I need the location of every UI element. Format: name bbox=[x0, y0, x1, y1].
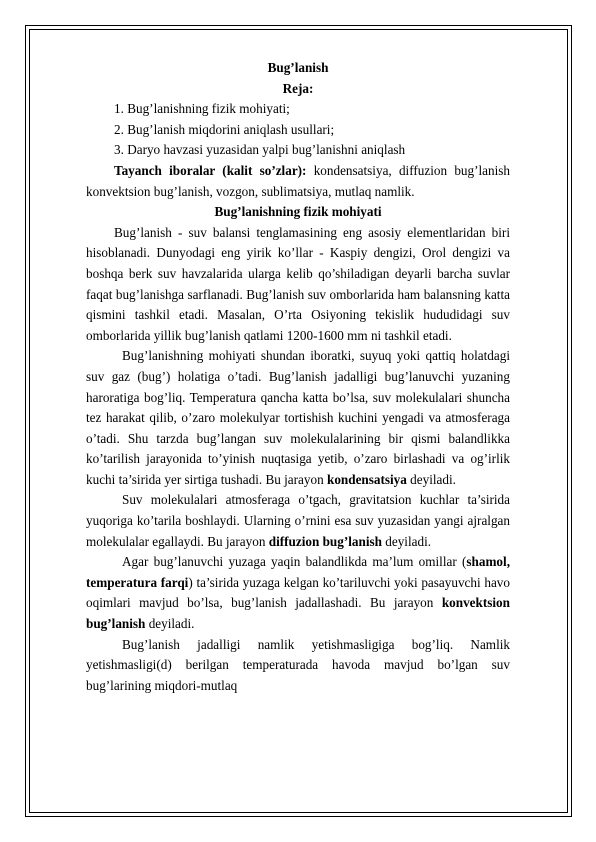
plan-item: 2. Bug’lanish miqdorini aniqlash usullari; bbox=[114, 121, 335, 137]
keywords-label: Tayanch iboralar (kalit so’zlar): bbox=[114, 162, 307, 178]
term-kondensatsiya: kondensatsiya bbox=[326, 471, 407, 487]
paragraph-3: Suv molekulalari atmosferaga o’tgach, gravitatsion kuchlar ta’sirida yuqoriga ko’tarila boshlaydi. Ularning o’rnini esa suv yuzasidan yangi ajralgan molekulalar egallaydi. Bu jarayon diffuzion bug’lanish deyiladi. bbox=[86, 492, 510, 549]
plan-heading: Reja: bbox=[282, 80, 314, 96]
plan-item: 1. Bug’lanishning fizik mohiyati; bbox=[114, 101, 290, 117]
paragraph-4: Agar bug’lanuvchi yuzaga yaqin balandlikda ma’lum omillar (shamol, temperatura farqi) ta’sirida yuzaga kelgan ko’tariluvchi yoki pasayuvchi havo oqimlari mavjud bo’lsa, bug’lanish jadallashadi. Bu jarayon konvektsion bug’lanish deyiladi. bbox=[86, 554, 510, 632]
document-body bbox=[86, 58, 510, 696]
document-title: Bug’lanish bbox=[267, 60, 329, 75]
paragraph-5: Bug’lanish jadalligi namlik yetishmasligiga bog’liq. Namlik yetishmasligi(d) berilgan temperaturada havoda mavjud bo’lgan suv bug’larining miqdori-mutlaq bbox=[86, 636, 510, 693]
keywords-paragraph bbox=[86, 161, 510, 202]
paragraph-2: Bug’lanishning mohiyati shundan iboratki, suyuq yoki qattiq holatdagi suv gaz (bug’) holatiga o’tadi. Bug’lanish jadalligi bug’lanuvchi yuzaning haroratiga bog’liq. Temperatura qancha katta bo’lsa, suv molekulalari shuncha tez harakat qilib, o’zaro molekulyar tortishish kuchini yengadi va atmosferaga o’tadi. Shu tarzda bug’langan suv molekulalarining bir qismi balandlikka ko’tarilish jarayonida to’yinish nuqtasiga yetib, o’zaro birlashadi va og’irlik kuchi ta’sirida yer sirtiga tushadi. Bu jarayon kondensatsiya deyiladi. bbox=[86, 348, 510, 487]
section-heading: Bug’lanishning fizik mohiyati bbox=[214, 204, 382, 220]
plan-item: 3. Daryo havzasi yuzasidan yalpi bug’lanishni aniqlash bbox=[114, 142, 406, 158]
term-diffuzion: diffuzion bug’lanish bbox=[268, 533, 382, 549]
paragraph-1: Bug’lanish - suv balansi tenglamasining eng asosiy elementlaridan biri hisoblanadi. Dunyodagi eng yirik ko’llar - Kaspiy dengizi, Orol dengizi va boshqa berk suv havzalarida ularga kelib qo’shiladigan deyarli barcha suvlar faqat bug’lanishga sarflanadi. Bug’lanish suv omborlarida ham balansning katta qismini tashkil etadi. Masalan, O’rta Osiyoning tekislik hududidagi suv omborlarida yillik bug’lanish qatlami 1200-1600 mm ni tashkil etadi. bbox=[86, 224, 510, 343]
term-factors: shamol, temperatura farqi bbox=[86, 554, 510, 590]
keywords-text: kondensatsiya, diffuzion bug’lanish konvektsion bug’lanish, vozgon, sublimatsiya, mutlaq namlik. bbox=[86, 162, 510, 199]
term-konvektsion: konvektsion bug’lanish bbox=[86, 595, 510, 632]
